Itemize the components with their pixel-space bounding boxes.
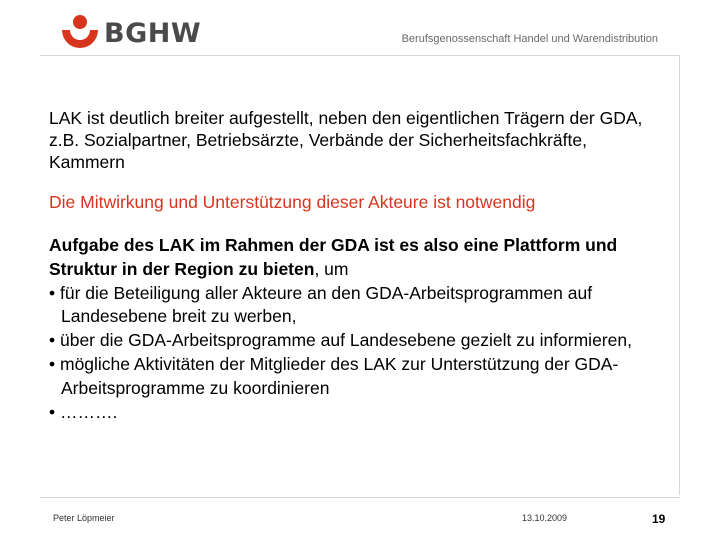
bullet-item: • über die GDA-Arbeitsprogramme auf Landesebene gezielt zu informieren, (49, 330, 632, 351)
footer-divider (40, 497, 680, 498)
task-bullet-list (49, 282, 669, 425)
header-divider (40, 55, 680, 56)
logo-text: BGHW (104, 18, 202, 49)
footer-author: Peter Löpmeier (53, 513, 115, 523)
right-border (679, 55, 680, 495)
bullet-item: • ………. (49, 401, 118, 422)
footer-date: 13.10.2009 (522, 513, 568, 523)
task-intro-bold: Aufgabe des LAK im Rahmen der GDA ist es also eine Plattform und Struktur in der Region zu bieten (49, 235, 618, 279)
page-number: 19 (652, 512, 666, 526)
organization-name: Berufsgenossenschaft Handel und Warendistribution (401, 33, 658, 45)
task-section (49, 234, 669, 424)
task-intro (49, 234, 669, 282)
highlight-statement: Die Mitwirkung und Unterstützung dieser Akteure ist notwendig (49, 192, 536, 212)
task-intro-rest: , um (314, 258, 349, 279)
bullet-item: • für die Beteiligung aller Akteure an den GDA-Arbeitsprogrammen auf Landesebene breit zu werben, (49, 282, 593, 327)
bullet-item: • mögliche Aktivitäten der Mitglieder des LAK zur Unterstützung der GDA-Arbeitsprogramme zu koordinieren (49, 353, 619, 398)
intro-paragraph: LAK ist deutlich breiter aufgestellt, neben den eigentlichen Trägern der GDA, z.B. Sozialpartner, Betriebsärzte, Verbände der Sicherheitsfachkräfte, Kammern (49, 108, 643, 172)
